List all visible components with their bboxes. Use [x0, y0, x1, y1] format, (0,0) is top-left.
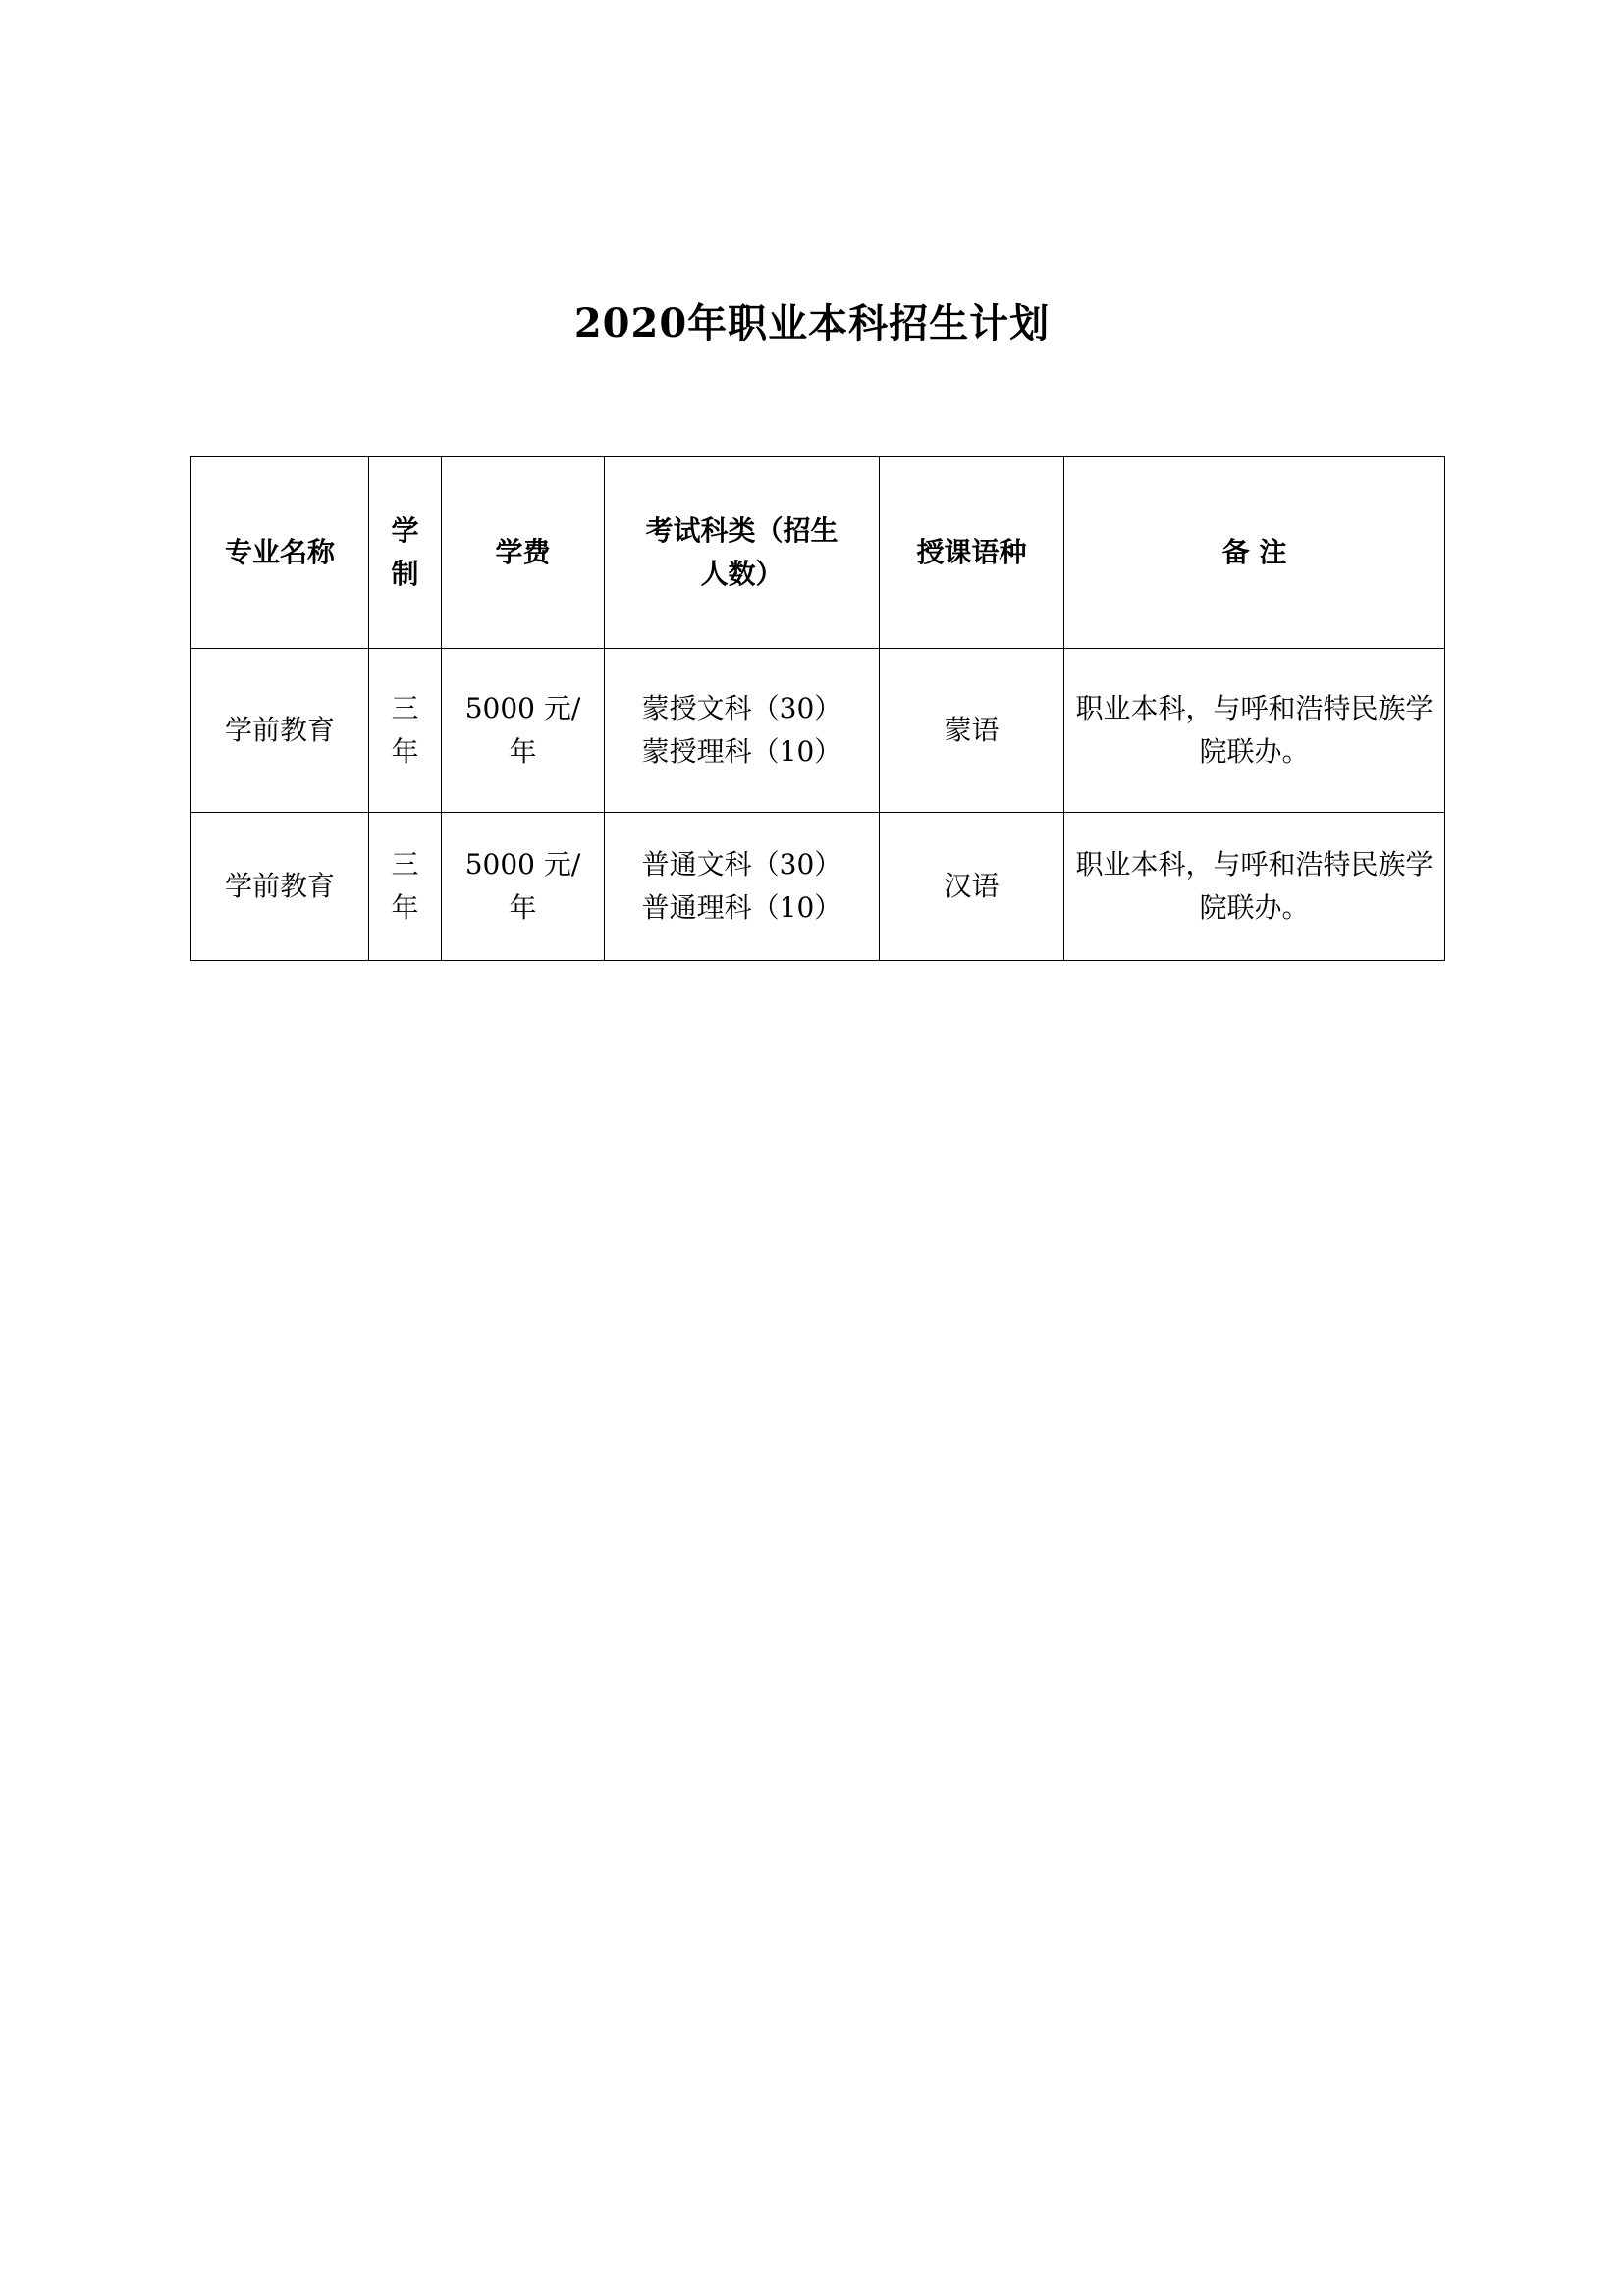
- table-row: [191, 813, 1445, 961]
- header-tuition: 学费: [442, 457, 605, 649]
- cell-tuition-line1: 5000 元/: [464, 692, 581, 724]
- cell-tuition: [442, 649, 605, 813]
- cell-duration-line2: 年: [391, 735, 419, 768]
- table-row: [191, 649, 1445, 813]
- header-duration-line2: 制: [391, 558, 419, 590]
- header-major: 专业名称: [191, 457, 369, 649]
- page-title: 2020年职业本科招生计划: [573, 300, 1051, 347]
- cell-duration-line1: 三: [391, 692, 419, 724]
- table-header-row: [191, 457, 1445, 649]
- enrollment-plan-table: [190, 456, 1445, 961]
- header-duration-line1: 学: [391, 514, 419, 547]
- cell-language: 汉语: [880, 813, 1064, 961]
- cell-exam-line2: 普通理科（10）: [641, 891, 842, 924]
- header-exam-category: [605, 457, 880, 649]
- cell-exam-line1: 普通文科（30）: [641, 848, 842, 881]
- cell-duration-line2: 年: [391, 891, 419, 924]
- cell-remarks: 职业本科，与呼和浩特民族学院联办。: [1064, 649, 1445, 813]
- cell-major: 学前教育: [191, 813, 369, 961]
- header-exam-line1: 考试科类（招生: [645, 514, 839, 547]
- cell-tuition-line1: 5000 元/: [464, 848, 581, 881]
- cell-exam-line2: 蒙授理科（10）: [641, 735, 842, 768]
- cell-language: 蒙语: [880, 649, 1064, 813]
- cell-tuition-line2: 年: [509, 735, 537, 768]
- cell-duration-line1: 三: [391, 848, 419, 881]
- header-language: 授课语种: [880, 457, 1064, 649]
- cell-major: 学前教育: [191, 649, 369, 813]
- cell-tuition-line2: 年: [509, 891, 537, 924]
- cell-exam-category: [605, 813, 880, 961]
- header-duration: [369, 457, 442, 649]
- header-exam-line2: 人数）: [700, 558, 784, 590]
- cell-exam-line1: 蒙授文科（30）: [641, 692, 842, 724]
- cell-duration: [369, 649, 442, 813]
- header-remarks: 备 注: [1064, 457, 1445, 649]
- cell-remarks: 职业本科，与呼和浩特民族学院联办。: [1064, 813, 1445, 961]
- cell-exam-category: [605, 649, 880, 813]
- cell-duration: [369, 813, 442, 961]
- cell-tuition: [442, 813, 605, 961]
